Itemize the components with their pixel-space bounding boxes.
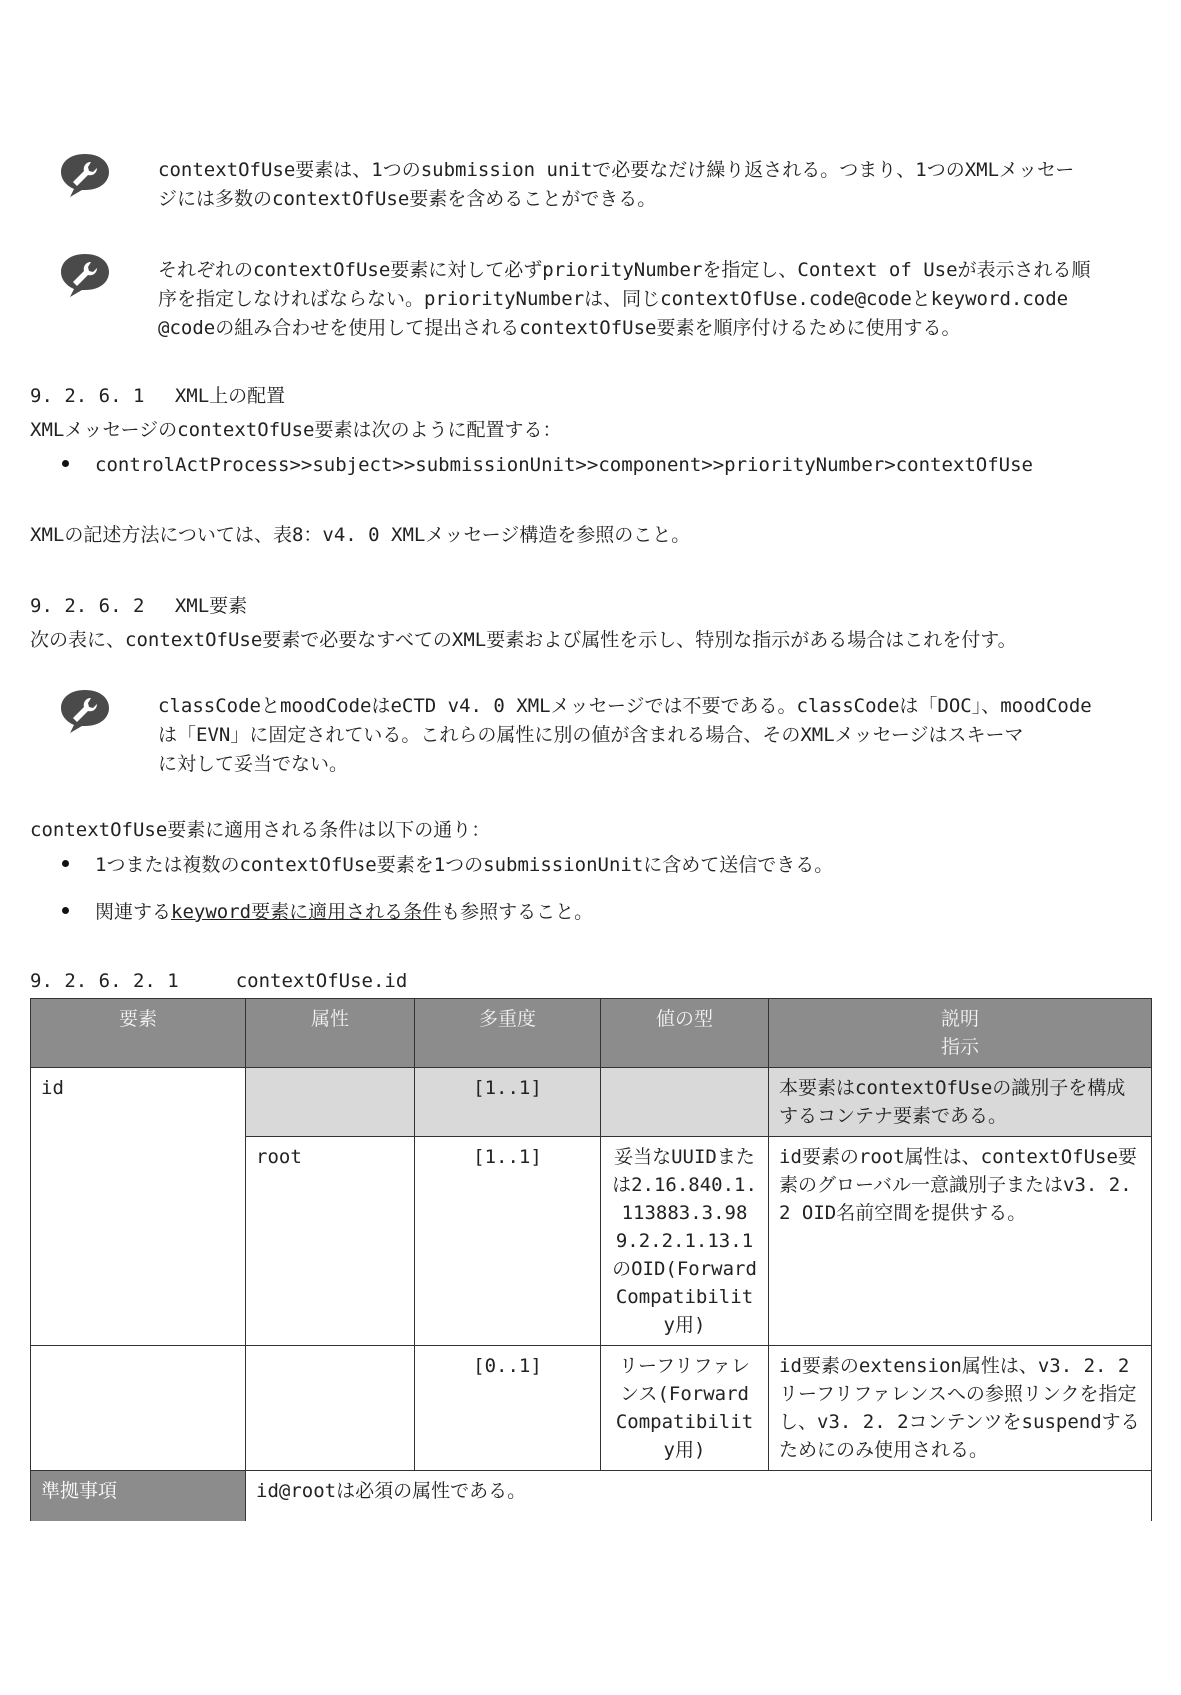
- bullet-icon: [62, 907, 69, 914]
- cell-description: 本要素はcontextOfUseの識別子を構成するコンテナ要素である。: [769, 1068, 1152, 1137]
- note-line: 序を指定しなければならない。priorityNumberは、同じcontextOfUse.code@codeとkeyword.code: [158, 288, 1069, 310]
- header-type: 値の型: [601, 999, 769, 1068]
- bullet-text: も参照すること。: [441, 901, 594, 923]
- cell-attribute: [246, 1346, 415, 1471]
- note-text: [158, 156, 1143, 214]
- bullet-text: 1つまたは複数のcontextOfUse要素を1つのsubmissionUnitに含めて送信できる。: [95, 854, 834, 876]
- wrench-note-icon: [58, 250, 112, 300]
- bullet-text: 関連する: [95, 901, 172, 923]
- cell-type: リーフリファレンス(Forward Compatibility用): [601, 1346, 769, 1471]
- bullet-text: controlActProcess>>subject>>submissionUnit>>component>>priorityNumber>contextOfUse: [95, 454, 1033, 476]
- section-heading: 9. 2. 6. 2 XML要素: [30, 595, 248, 617]
- bullet-icon: [62, 460, 69, 467]
- note-line: それぞれのcontextOfUse要素に対して必ずpriorityNumberを指定し、Context of Useが表示される順: [158, 259, 1091, 281]
- keyword-conditions-link[interactable]: keyword要素に適用される条件: [171, 901, 442, 923]
- note-text: [158, 692, 1143, 779]
- section-heading: 9. 2. 6. 1 XML上の配置: [30, 385, 286, 407]
- header-description: [769, 999, 1152, 1068]
- header-description-label: 説明: [940, 1008, 979, 1030]
- section-intro: XMLメッセージのcontextOfUse要素は次のように配置する：: [30, 419, 562, 441]
- header-element: 要素: [31, 999, 246, 1068]
- note-line: classCodeとmoodCodeはeCTD v4. 0 XMLメッセージでは不要である。classCodeは「DOC」、moodCode: [158, 695, 1092, 717]
- compliance-line: id@rootは必須の属性である。: [256, 1480, 527, 1502]
- note-line: contextOfUse要素は、1つのsubmission unitで必要なだけ繰り返される。つまり、1つのXMLメッセー: [158, 159, 1075, 181]
- reference-text: XMLの記述方法については、表8：v4. 0 XMLメッセージ構造を参照のこと。: [30, 524, 691, 546]
- table-header-row: [31, 999, 1152, 1068]
- header-attribute: 属性: [246, 999, 415, 1068]
- cell-cardinality: [1..1]: [415, 1137, 601, 1346]
- cell-element: [31, 1346, 246, 1471]
- sub-heading: 9. 2. 6. 2. 1 contextOfUse.id: [30, 970, 408, 992]
- note-line: @codeの組み合わせを使用して提出されるcontextOfUse要素を順序付けるために使用する。: [158, 317, 961, 339]
- cell-element: id: [31, 1068, 246, 1346]
- bullet-icon: [62, 860, 69, 867]
- cell-cardinality: [0..1]: [415, 1346, 601, 1471]
- wrench-note-icon: [58, 686, 112, 736]
- conditions-intro: contextOfUse要素に適用される条件は以下の通り：: [30, 819, 491, 841]
- header-instruction-label: 指示: [940, 1036, 979, 1058]
- note-line: に対して妥当でない。: [158, 753, 349, 775]
- spec-table: [30, 998, 1152, 1568]
- list-item: [62, 899, 593, 925]
- list-item: [62, 452, 1033, 478]
- cell-type: 妥当なUUIDまたは2.16.840.1.113883.3.989.2.2.1.13.1のOID(Forward Compatibility用): [601, 1137, 769, 1346]
- cell-cardinality: [1..1]: [415, 1068, 601, 1137]
- compliance-label: 準拠事項: [31, 1471, 246, 1568]
- wrench-note-icon: [58, 150, 112, 200]
- cell-type: [601, 1068, 769, 1137]
- cell-description: id要素のextension属性は、v3. 2. 2リーフリファレンスへの参照リンクを指定し、v3. 2. 2コンテンツをsuspendするためにのみ使用される。: [769, 1346, 1152, 1471]
- cell-description: id要素のroot属性は、contextOfUse要素のグローバル一意識別子またはv3. 2. 2 OID名前空間を提供する。: [769, 1137, 1152, 1346]
- note-line: は「EVN」に固定されている。これらの属性に別の値が含まれる場合、そのXMLメッセージはスキーマ: [158, 724, 1024, 746]
- cell-attribute: root: [246, 1137, 415, 1346]
- page-bottom-blank: [0, 1521, 1181, 1695]
- cell-attribute: [246, 1068, 415, 1137]
- list-item: [62, 852, 833, 878]
- note-line: ジには多数のcontextOfUse要素を含めることができる。: [158, 188, 657, 210]
- section-intro: 次の表に、contextOfUse要素で必要なすべてのXML要素および属性を示し、特別な指示がある場合はこれを付す。: [30, 629, 1017, 651]
- table-row: [31, 1068, 1152, 1137]
- header-cardinality: 多重度: [415, 999, 601, 1068]
- note-text: [158, 256, 1143, 343]
- table-row: [31, 1346, 1152, 1471]
